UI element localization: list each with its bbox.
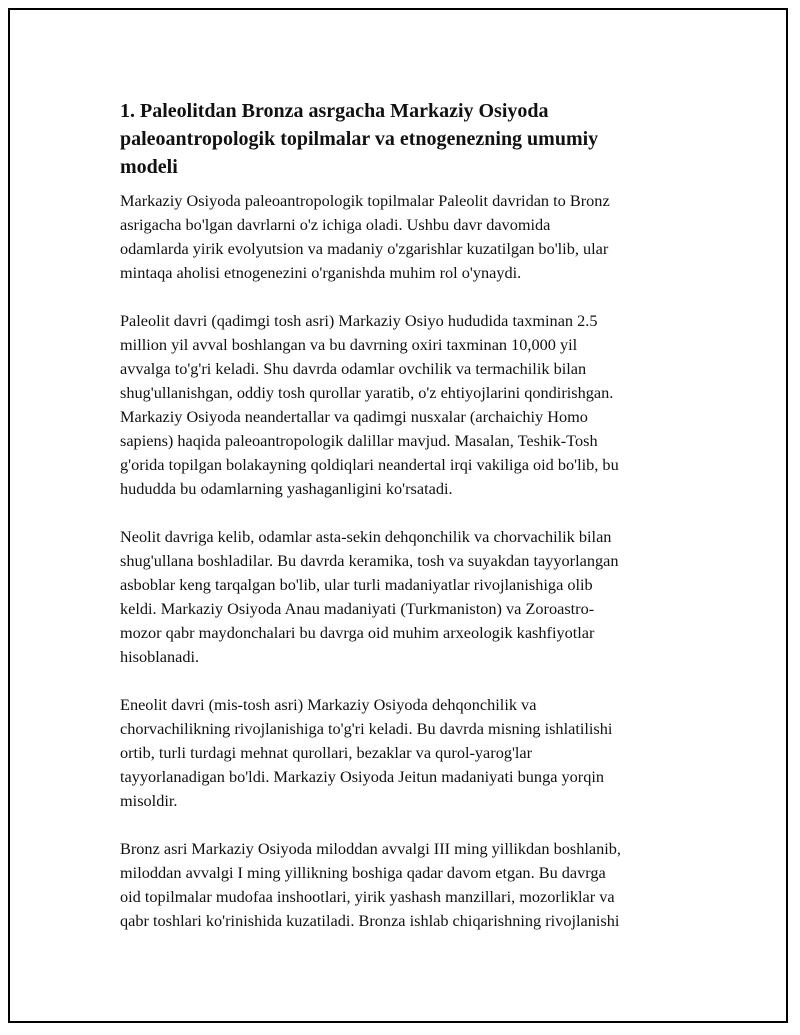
- text-line: tayyorlanadigan bo'ldi. Markaziy Osiyoda Jeitun madaniyati bunga yorqin: [120, 767, 605, 786]
- text-line: mintaqa aholisi etnogenezini o'rganishda muhim rol o'ynaydi.: [120, 263, 522, 282]
- text-line: g'orida topilgan bolakayning qoldiqlari neandertal irqi vakiliga oid bo'lib, bu: [120, 455, 619, 474]
- text-line: mozor qabr maydonchalari bu davrga oid muhim arxeologik kashfiyotlar: [120, 623, 595, 642]
- text-line: hududda bu odamlarning yashaganligini ko'rsatadi.: [120, 479, 453, 498]
- text-line: shug'ullanishgan, oddiy tosh qurollar yaratib, o'z ehtiyojlarini qondirishgan.: [120, 383, 614, 402]
- text-line: Paleolit davri (qadimgi tosh asri) Markaziy Osiyo hududida taxminan 2.5: [120, 311, 598, 330]
- paragraph-eneolit: [120, 693, 700, 813]
- text-line: oid topilmalar mudofaa inshootlari, yirik yashash manzillari, mozorliklar va: [120, 887, 615, 906]
- title-line: modeli: [120, 156, 178, 178]
- page-title: [120, 97, 700, 181]
- text-line: odamlarda yirik evolyutsion va madaniy o'zgarishlar kuzatilgan bo'lib, ular: [120, 239, 609, 258]
- text-line: miloddan avvalgi I ming yillikning boshiga qadar davom etgan. Bu davrga: [120, 863, 606, 882]
- text-line: Markaziy Osiyoda paleoantropologik topilmalar Paleolit davridan to Bronz: [120, 191, 610, 210]
- text-line: Eneolit davri (mis-tosh asri) Markaziy Osiyoda dehqonchilik va: [120, 695, 537, 714]
- text-line: Markaziy Osiyoda neandertallar va qadimgi nusxalar (archaichiy Homo: [120, 407, 588, 426]
- text-line: avvalga to'g'ri keladi. Shu davrda odamlar ovchilik va termachilik bilan: [120, 359, 587, 378]
- text-line: Bronz asri Markaziy Osiyoda miloddan avvalgi III ming yillikdan boshlanib,: [120, 839, 621, 858]
- text-line: shug'ullana boshladilar. Bu davrda keramika, tosh va suyakdan tayyorlangan: [120, 551, 619, 570]
- title-line: paleoantropologik topilmalar va etnogenezning umumiy: [120, 128, 599, 150]
- text-line: sapiens) haqida paleoantropologik dalillar mavjud. Masalan, Teshik-Tosh: [120, 431, 598, 450]
- paragraph-paleolit: [120, 309, 700, 501]
- text-line: qabr toshlari ko'rinishida kuzatiladi. Bronza ishlab chiqarishning rivojlanishi: [120, 911, 620, 930]
- page-frame: [8, 8, 788, 1023]
- text-line: ortib, turli turdagi mehnat qurollari, bezaklar va qurol-yarog'lar: [120, 743, 533, 762]
- title-line: 1. Paleolitdan Bronza asrgacha Markaziy Osiyoda: [120, 100, 549, 122]
- paragraph-bronz: [120, 837, 700, 933]
- paragraph-neolit: [120, 525, 700, 669]
- text-line: asboblar keng tarqalgan bo'lib, ular turli madaniyatlar rivojlanishiga olib: [120, 575, 593, 594]
- text-line: misoldir.: [120, 791, 178, 810]
- text-line: hisoblanadi.: [120, 647, 200, 666]
- text-line: chorvachilikning rivojlanishiga to'g'ri keladi. Bu davrda misning ishlatilishi: [120, 719, 613, 738]
- paragraph-intro: [120, 189, 700, 285]
- text-line: keldi. Markaziy Osiyoda Anau madaniyati (Turkmaniston) va Zoroastro-: [120, 599, 595, 618]
- text-line: Neolit davriga kelib, odamlar asta-sekin dehqonchilik va chorvachilik bilan: [120, 527, 612, 546]
- document-body: [120, 97, 700, 957]
- text-line: asrigacha bo'lgan davrlarni o'z ichiga oladi. Ushbu davr davomida: [120, 215, 551, 234]
- text-line: million yil avval boshlangan va bu davrning oxiri taxminan 10,000 yil: [120, 335, 578, 354]
